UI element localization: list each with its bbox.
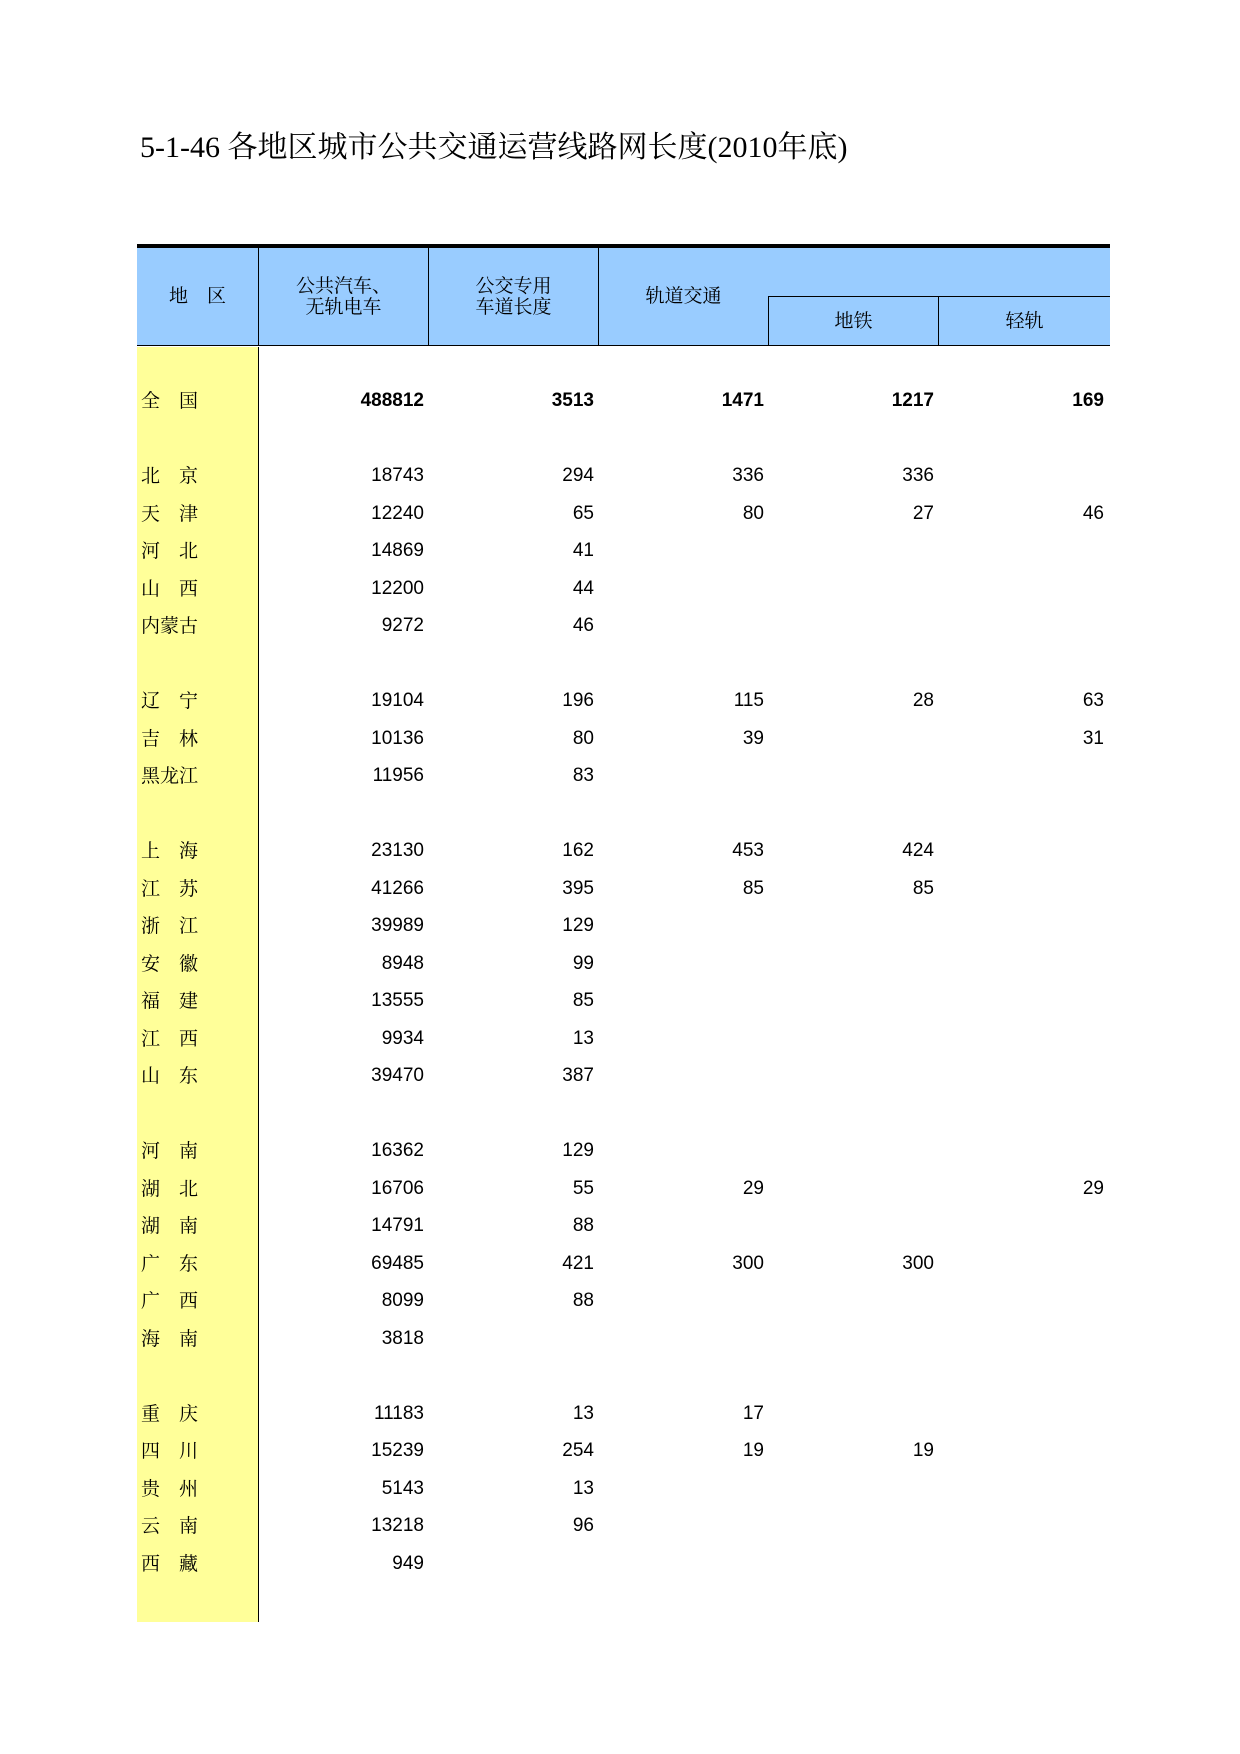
header-region: 地 区: [168, 285, 226, 307]
rail-length: [610, 1511, 764, 1541]
bus-length: 9272: [381, 615, 424, 636]
region-name: 天 津: [141, 503, 199, 525]
region-name: 北 京: [141, 465, 199, 487]
bus-length: 3818: [381, 1328, 424, 1349]
bus-lane-length: 99: [572, 953, 594, 974]
bus-lane-length: 96: [572, 1515, 594, 1536]
light-rail-length: 29: [1082, 1178, 1104, 1199]
bus-length: 16362: [371, 1140, 424, 1161]
header-light-rail: 轻轨: [1005, 309, 1044, 332]
bus-length: 11183: [373, 1403, 424, 1424]
rail-length: [610, 1024, 764, 1054]
light-rail-length: [950, 986, 1104, 1016]
light-rail-length: 31: [1082, 728, 1104, 749]
region-name: 江 西: [141, 1028, 199, 1050]
rail-length: 17: [742, 1403, 764, 1424]
rail-length: [610, 536, 764, 566]
subway-length: [780, 1211, 934, 1241]
light-rail-length: [950, 536, 1104, 566]
light-rail-length: [950, 836, 1104, 866]
light-rail-length: [950, 1024, 1104, 1054]
bus-lane-length: 129: [562, 915, 594, 936]
bus-lane-length: 196: [562, 690, 594, 711]
bus-lane-length: 80: [572, 728, 594, 749]
header-bus-lane: 公交专用 车道长度: [475, 274, 552, 318]
subway-length: 28: [912, 690, 934, 711]
subway-length: 336: [902, 465, 934, 486]
bus-lane-length: [440, 1324, 594, 1354]
subway-length: [780, 1024, 934, 1054]
bus-length: 12240: [371, 503, 424, 524]
bus-lane-length: 55: [572, 1178, 594, 1199]
bus-length: 13555: [371, 990, 424, 1011]
rail-length: 29: [742, 1178, 764, 1199]
rail-length: 39: [742, 728, 764, 749]
bus-length: 19104: [371, 690, 424, 711]
bus-lane-length: 13: [572, 1028, 594, 1049]
bus-length: 9934: [381, 1028, 424, 1049]
subway-length: [780, 1286, 934, 1316]
region-name: 重 庆: [141, 1403, 199, 1425]
subway-length: [780, 1399, 934, 1429]
rail-length: 300: [732, 1253, 764, 1274]
rail-length: [610, 1211, 764, 1241]
subway-length: 85: [912, 878, 934, 899]
header-bus-trolley: 公共汽车、 无轨电车: [295, 274, 391, 318]
region-name: 吉 林: [141, 728, 199, 750]
bus-length: 14791: [371, 1215, 424, 1236]
header-bottom-rule: [137, 345, 1110, 346]
header-rail: 轨道交通: [645, 285, 722, 307]
light-rail-length: [950, 1399, 1104, 1429]
light-rail-length: [950, 611, 1104, 641]
bus-length: 15239: [371, 1440, 424, 1461]
rail-length: [610, 1136, 764, 1166]
subway-length: 19: [912, 1440, 934, 1461]
region-name: 贵 州: [141, 1478, 199, 1500]
bus-lane-length: 88: [572, 1215, 594, 1236]
light-rail-length: [950, 911, 1104, 941]
subway-length: [780, 611, 934, 641]
region-name: 河 北: [141, 540, 199, 562]
light-rail-length: [950, 949, 1104, 979]
rail-length: [610, 1324, 764, 1354]
region-name: 江 苏: [141, 878, 199, 900]
subway-length: [780, 1136, 934, 1166]
bus-length: 23130: [371, 840, 424, 861]
subway-length: [780, 986, 934, 1016]
region-name: 广 东: [141, 1253, 199, 1275]
region-name: 河 南: [141, 1140, 199, 1162]
rail-length: [610, 611, 764, 641]
bus-length: 16706: [371, 1178, 424, 1199]
bus-lane-length: 162: [562, 840, 594, 861]
subway-length: [780, 1549, 934, 1579]
rail-length: [610, 1286, 764, 1316]
bus-length: 10136: [371, 728, 424, 749]
light-rail-length: [950, 461, 1104, 491]
subway-length: 424: [902, 840, 934, 861]
rail-length: 336: [732, 465, 764, 486]
rail-length: 19: [742, 1440, 764, 1461]
light-rail-length: [950, 874, 1104, 904]
bus-length: 39470: [371, 1065, 424, 1086]
subway-length: [780, 1511, 934, 1541]
light-rail-length: [950, 1436, 1104, 1466]
bus-length: 14869: [371, 540, 424, 561]
bus-lane-length: 421: [562, 1253, 594, 1274]
region-name: 辽 宁: [141, 690, 199, 712]
rail-length: 1471: [721, 390, 764, 411]
region-name: 内蒙古: [141, 615, 199, 637]
subway-length: [780, 761, 934, 791]
header-subway: 地铁: [834, 309, 873, 332]
bus-length: 41266: [371, 878, 424, 899]
light-rail-length: [950, 1211, 1104, 1241]
bus-lane-length: 46: [572, 615, 594, 636]
rail-length: [610, 574, 764, 604]
rail-length: [610, 1549, 764, 1579]
light-rail-length: [950, 1286, 1104, 1316]
bus-lane-length: 13: [572, 1478, 594, 1499]
subway-length: [780, 724, 934, 754]
light-rail-length: 63: [1082, 690, 1104, 711]
light-rail-length: [950, 1549, 1104, 1579]
subway-length: 1217: [891, 390, 934, 411]
rail-length: 115: [733, 690, 764, 711]
light-rail-length: 46: [1082, 503, 1104, 524]
subway-length: [780, 1324, 934, 1354]
rail-length: [610, 1061, 764, 1091]
bus-lane-length: 3513: [551, 390, 594, 411]
subway-length: [780, 536, 934, 566]
subway-length: [780, 911, 934, 941]
region-name: 山 西: [141, 578, 199, 600]
bus-length: 949: [392, 1553, 424, 1574]
light-rail-length: [950, 1511, 1104, 1541]
region-name: 湖 北: [141, 1178, 199, 1200]
bus-lane-length: 85: [572, 990, 594, 1011]
rail-length: [610, 761, 764, 791]
bus-lane-length: 254: [562, 1440, 594, 1461]
bus-lane-length: 88: [572, 1290, 594, 1311]
light-rail-length: [950, 1061, 1104, 1091]
rail-length: [610, 911, 764, 941]
bus-lane-length: 387: [562, 1065, 594, 1086]
bus-lane-length: 395: [562, 878, 594, 899]
rail-length: 453: [732, 840, 764, 861]
bus-lane-length: 294: [562, 465, 594, 486]
rail-length: 85: [742, 878, 764, 899]
bus-length: 8099: [381, 1290, 424, 1311]
region-name: 浙 江: [141, 915, 199, 937]
bus-lane-length: 41: [572, 540, 594, 561]
bus-lane-length: 65: [572, 503, 594, 524]
subway-length: [780, 1474, 934, 1504]
region-name: 安 徽: [141, 953, 199, 975]
region-name: 海 南: [141, 1328, 199, 1350]
bus-length: 39989: [371, 915, 424, 936]
page-title: 5-1-46 各地区城市公共交通运营线路网长度(2010年底): [140, 131, 848, 164]
light-rail-length: [950, 761, 1104, 791]
region-name: 西 藏: [141, 1553, 199, 1575]
subway-length: [780, 1061, 934, 1091]
bus-length: 488812: [360, 390, 424, 411]
bus-lane-length: 83: [572, 765, 594, 786]
subway-length: [780, 1174, 934, 1204]
bus-length: 13218: [371, 1515, 424, 1536]
subway-length: 27: [912, 503, 934, 524]
bus-lane-length: 13: [572, 1403, 594, 1424]
light-rail-length: [950, 1324, 1104, 1354]
bus-length: 11956: [372, 765, 424, 786]
bus-length: 5143: [381, 1478, 424, 1499]
light-rail-length: [950, 1249, 1104, 1279]
region-name: 上 海: [141, 840, 199, 862]
bus-length: 8948: [381, 953, 424, 974]
region-name: 福 建: [141, 990, 199, 1012]
region-name: 云 南: [141, 1515, 199, 1537]
region-name: 黑龙江: [141, 765, 199, 787]
light-rail-length: [950, 1136, 1104, 1166]
region-name: 湖 南: [141, 1215, 199, 1237]
rail-length: [610, 1474, 764, 1504]
bus-lane-length: 44: [572, 578, 594, 599]
subway-length: [780, 949, 934, 979]
light-rail-length: [950, 574, 1104, 604]
light-rail-length: [950, 1474, 1104, 1504]
rail-length: [610, 986, 764, 1016]
subway-length: [780, 574, 934, 604]
region-name: 四 川: [141, 1440, 199, 1462]
region-name: 山 东: [141, 1065, 199, 1087]
bus-length: 12200: [371, 578, 424, 599]
region-name: 全 国: [141, 390, 199, 412]
rail-length: [610, 949, 764, 979]
bus-lane-length: 129: [562, 1140, 594, 1161]
bus-lane-length: [440, 1549, 594, 1579]
light-rail-length: 169: [1072, 390, 1104, 411]
region-name: 广 西: [141, 1290, 199, 1312]
rail-length: 80: [742, 503, 764, 524]
bus-length: 18743: [371, 465, 424, 486]
subway-length: 300: [902, 1253, 934, 1274]
bus-length: 69485: [371, 1253, 424, 1274]
